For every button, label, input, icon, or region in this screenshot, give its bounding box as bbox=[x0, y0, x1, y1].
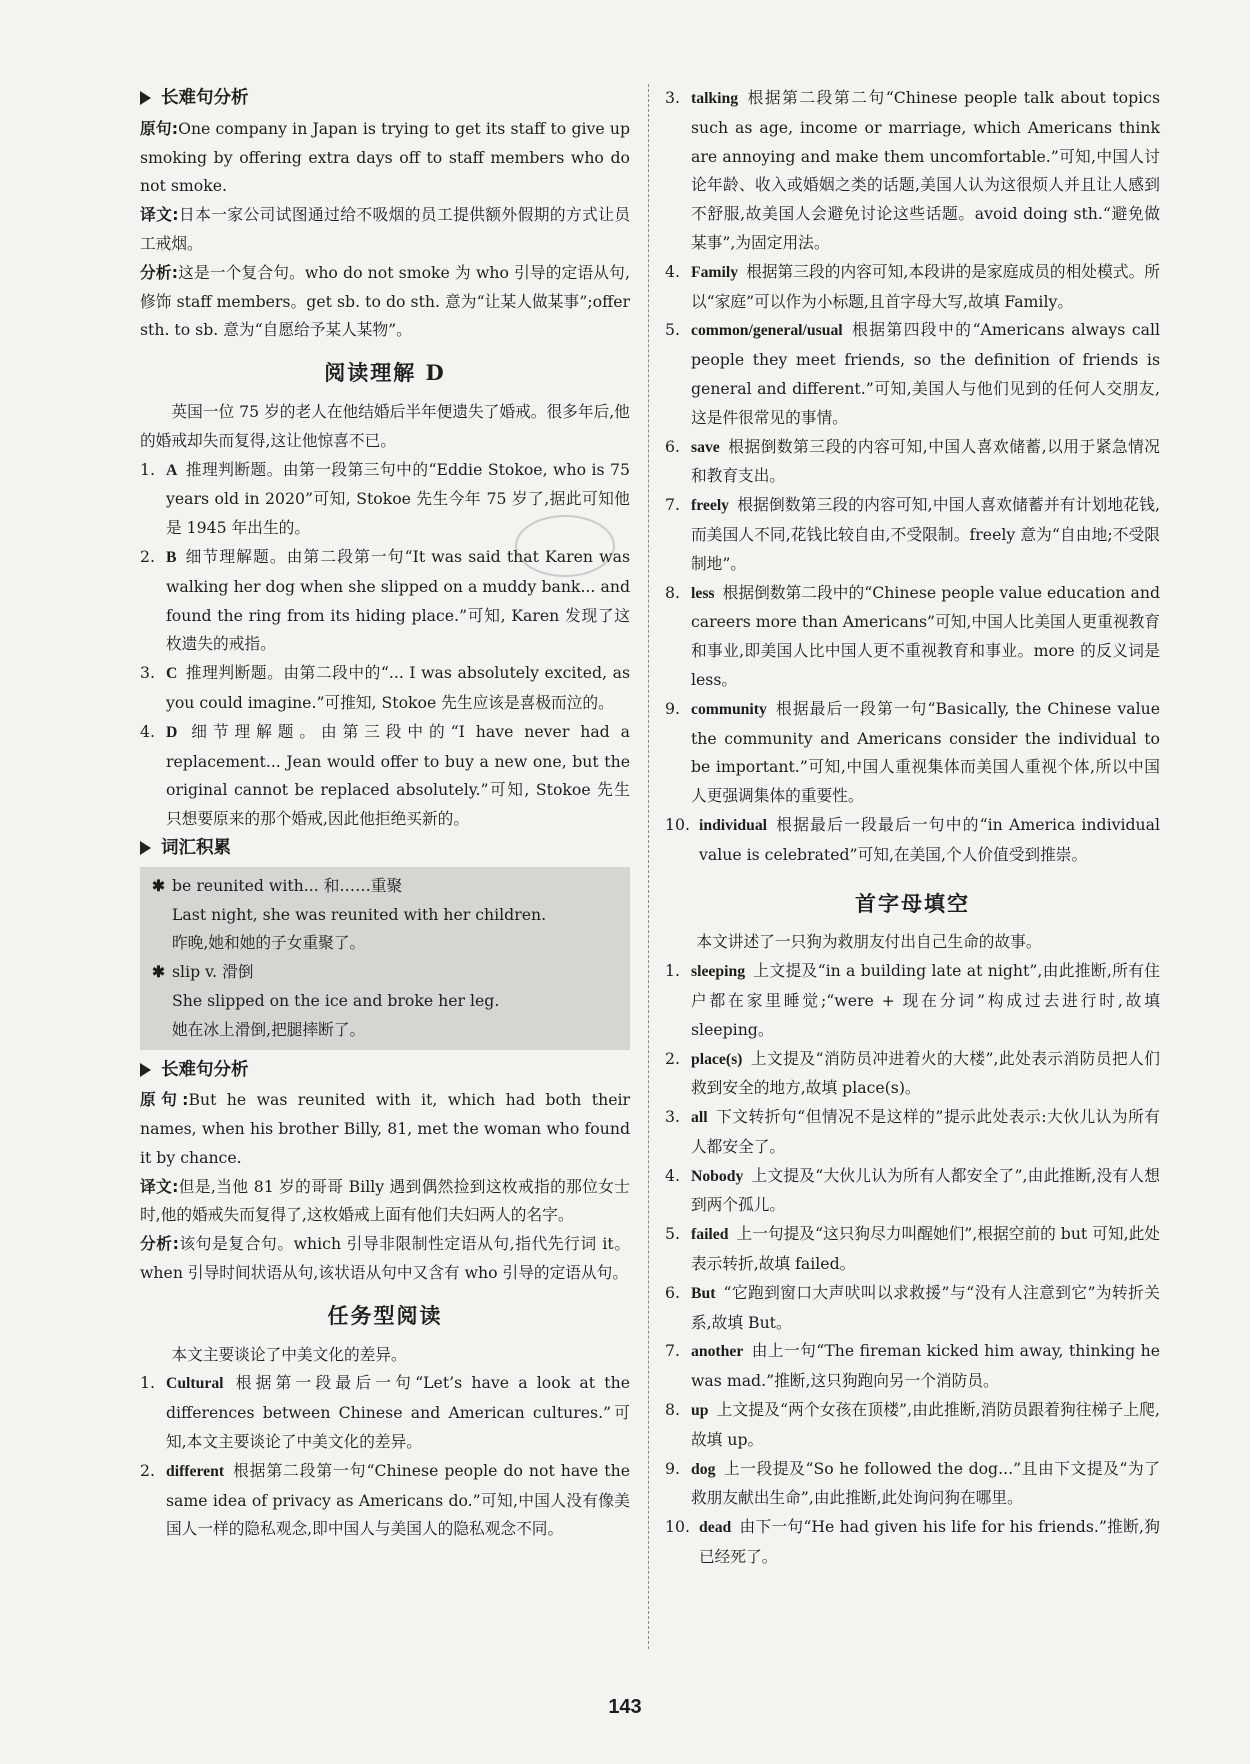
section-title-initial-letter-cloze: 首字母填空 bbox=[855, 890, 970, 916]
triangle-marker-icon bbox=[140, 841, 151, 855]
answer-item: 3. talking 根据第二段第二句“Chinese people talk about topics such as age, income or marriage, which Americans think are annoying and make them uncomfortable.”可知,中国人讨论年龄、收入或婚姻之类的话题,美国人认为这很烦人并且让人感到不舒服,故美国人会避免讨论这些话题。avoid doing sth.“避免做某事”,为固定用法。 bbox=[665, 88, 1160, 252]
column-divider bbox=[648, 84, 649, 1649]
vocab-example-cn: 她在冰上滑倒,把腿摔断了。 bbox=[172, 1019, 366, 1039]
vocab-example-cn: 昨晚,她和她的子女重聚了。 bbox=[172, 933, 366, 953]
section-title-reading-d: 阅读理解 D bbox=[324, 360, 446, 386]
answer-item: 6. But “它跑到窗口大声吠叫以求救援”与“没有人注意到它”为转折关系,故填 But。 bbox=[665, 1282, 1160, 1332]
answer-item: 3. C 推理判断题。由第二段中的“... I was absolutely excited, as you could imagine.”可推知, Stokoe 先生应该是喜极而泣的。 bbox=[140, 663, 630, 712]
section-intro: 英国一位 75 岁的老人在他结婚后半年便遗失了婚戒。很多年后,他的婚戒却失而复得,这让他惊喜不已。 bbox=[140, 401, 630, 450]
answer-item: 2. B 细节理解题。由第二段第一句“It was said that Karen was walking her dog when she slipped on a muddy bank... and found the ring from its hiding place.”可知, Karen 发现了这枚遗失的戒指。 bbox=[140, 546, 630, 654]
long-sentence-heading: 长难句分析 bbox=[140, 1056, 630, 1085]
answer-item: 9. community 根据最后一段第一句“Basically, the Chinese value the community and Americans consider the individual to be important.”可知,中国人重视集体而美国人重视个体,所以中国人更强调集体的重要性。 bbox=[665, 698, 1160, 806]
right-column bbox=[665, 84, 1160, 1572]
left-column bbox=[140, 84, 630, 1544]
section-intro: 本文主要谈论了中美文化的差异。 bbox=[171, 1344, 407, 1364]
vocabulary-heading: 词汇积累 bbox=[140, 834, 630, 863]
answer-item: 8. less 根据倒数第二段中的“Chinese people value education and careers more than Americans”可知,中国人比美国人更重视教育和事业,即美国人比中国人更不重视教育和事业。more 的反义词是 less。 bbox=[665, 582, 1160, 689]
translation: 译文:日本一家公司试图通过给不吸烟的员工提供额外假期的方式让员工戒烟。 bbox=[140, 205, 631, 253]
vocab-example-en: She slipped on the ice and broke her leg. bbox=[172, 990, 500, 1010]
answer-item: 1. A 推理判断题。由第一段第三句中的“Eddie Stokoe, who is 75 years old in 2020”可知, Stokoe 先生今年 75 岁了,据此可知他是 1945 年出生的。 bbox=[140, 459, 630, 538]
answer-item: 7. another 由上一句“The fireman kicked him away, thinking he was mad.”推断,这只狗跑向另一个消防员。 bbox=[665, 1341, 1160, 1391]
vocab-entry: ✱ slip v. 滑倒 bbox=[152, 958, 616, 987]
stamp-mark-icon bbox=[515, 515, 615, 577]
answer-item: 6. save 根据倒数第三段的内容可知,中国人喜欢储蓄,以用于紧急情况和教育支出。 bbox=[665, 436, 1160, 486]
triangle-marker-icon bbox=[140, 91, 151, 105]
answer-item: 2. different 根据第二段第一句“Chinese people do not have the same idea of privacy as Americans do.”可知,中国人没有像美国人一样的隐私观念,即中国人与美国人的隐私观念不同。 bbox=[140, 1460, 630, 1539]
original-sentence: 原句:But he was reunited with it, which had both their names, when his brother Billy, 81, met the woman who found it by chance. bbox=[140, 1090, 630, 1167]
answer-item: 5. failed 上一句提及“这只狗尽力叫醒她们”,根据空前的 but 可知,此处表示转折,故填 failed。 bbox=[665, 1224, 1160, 1274]
section-intro: 本文讲述了一只狗为救朋友付出自己生命的故事。 bbox=[696, 932, 1042, 952]
original-sentence: 原句:One company in Japan is trying to get its staff to give up smoking by offering extra days off to staff members who do not smoke. bbox=[140, 118, 630, 196]
answer-item: 3. all 下文转折句“但情况不是这样的”提示此处表示:大伙儿认为所有人都安全了。 bbox=[665, 1107, 1160, 1156]
vocab-entry: ✱ be reunited with... 和……重聚 bbox=[152, 872, 616, 901]
section-title-task-reading: 任务型阅读 bbox=[327, 1302, 443, 1328]
analysis: 分析:该句是复合句。which 引导非限制性定语从句,指代先行词 it。when 引导时间状语从句,该状语从句中又含有 who 引导的定语从句。 bbox=[140, 1234, 631, 1283]
answer-item: 4. Family 根据第三段的内容可知,本段讲的是家庭成员的相处模式。所以“家庭”可以作为小标题,且首字母大写,故填 Family。 bbox=[665, 261, 1160, 311]
asterisk-icon: ✱ bbox=[152, 875, 166, 895]
answer-item: 4. D 细节理解题。由第三段中的“I have never had a replacement... Jean would offer to buy a new one, but the original cannot be replaced absolutely.”可知, Stokoe 先生只想要原来的那个婚戒,因此他拒绝买新的。 bbox=[140, 721, 630, 829]
answer-item: 9. dog 上一段提及“So he followed the dog...”且由下文提及“为了救朋友献出生命”,由此推断,此处询问狗在哪里。 bbox=[665, 1458, 1160, 1508]
answer-item: 1. Cultural 根据第一段最后一句“Let’s have a look at the differences between Chinese and American cultures.”可知,本文主要谈论了中美文化的差异。 bbox=[140, 1373, 630, 1452]
answer-item: 5. common/general/usual 根据第四段中的“Americans always call people they meet friends, so the definition of friends is general and different.”可知,美国人与他们见到的任何人交朋友,这是件很常见的事情。 bbox=[665, 320, 1160, 427]
answer-item: 4. Nobody 上文提及“大伙儿认为所有人都安全了”,由此推断,没有人想到两个孤儿。 bbox=[665, 1165, 1160, 1215]
answer-item: 8. up 上文提及“两个女孩在顶楼”,由此推断,消防员跟着狗往梯子上爬,故填 up。 bbox=[665, 1400, 1160, 1449]
answer-item: 10. individual 根据最后一段最后一句中的“in America individual value is celebrated”可知,在美国,个人价值受到推崇。 bbox=[665, 814, 1160, 864]
vocabulary-box bbox=[140, 867, 630, 1050]
asterisk-icon: ✱ bbox=[152, 962, 166, 982]
page-number: 143 bbox=[608, 1696, 642, 1718]
answer-item: 10. dead 由下一句“He had given his life for his friends.”推断,狗已经死了。 bbox=[665, 1517, 1160, 1567]
triangle-marker-icon bbox=[140, 1063, 151, 1077]
vocab-example-en: Last night, she was reunited with her children. bbox=[172, 904, 547, 924]
translation: 译文:但是,当他 81 岁的哥哥 Billy 遇到偶然捡到这枚戒指的那位女士时,他的婚戒失而复得了,这枚婚戒上面有他们夫妇两人的名字。 bbox=[140, 1176, 630, 1225]
answer-item: 2. place(s) 上文提及“消防员冲进着火的大楼”,此处表示消防员把人们救到安全的地方,故填 place(s)。 bbox=[665, 1048, 1160, 1098]
long-sentence-heading: 长难句分析 bbox=[140, 84, 630, 113]
answer-item: 7. freely 根据倒数第三段的内容可知,中国人喜欢储蓄并有计划地花钱,而美国人不同,花钱比较自由,不受限制。freely 意为“自由地;不受限制地”。 bbox=[665, 495, 1160, 573]
answer-item: 1. sleeping 上文提及“in a building late at night”,由此推断,所有住户都在家里睡觉;“were + 现在分词”构成过去进行时,故填 sleeping。 bbox=[665, 961, 1160, 1039]
analysis: 分析:这是一个复合句。who do not smoke 为 who 引导的定语从句,修饰 staff members。get sb. to do sth. 意为“让某人做某事”;offer sth. to sb. 意为“自愿给予某人某物”。 bbox=[140, 262, 630, 340]
